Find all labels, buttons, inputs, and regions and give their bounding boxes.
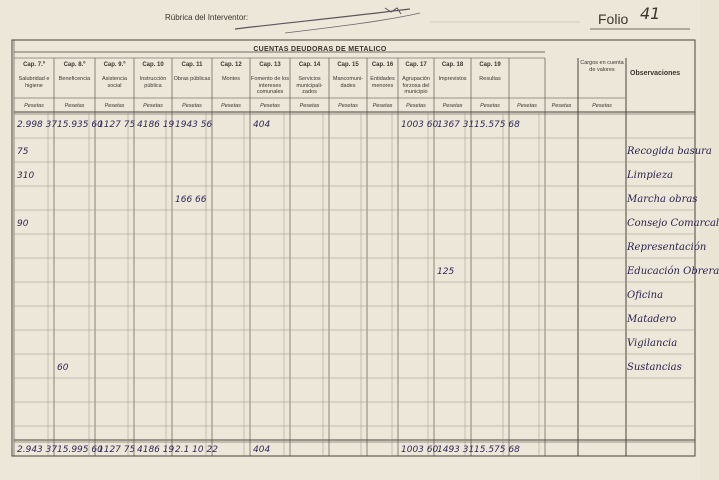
column-subtitle: Asistencia social [101, 76, 128, 89]
first-row-value: 4186 19 [137, 120, 175, 130]
total-value: 4186 19 [137, 445, 175, 455]
column-unit: Pesetas [104, 103, 125, 109]
column-subtitle: Servicios municipali-zados [296, 76, 323, 95]
column-cap-label: Cap. 8.º [63, 62, 86, 68]
first-row-value: 1943 56 [175, 120, 213, 130]
column-cap-label: Cap. 13 [259, 62, 281, 68]
entry-obras-value: 166 66 [175, 195, 207, 205]
section-title: CUENTAS DEUDORAS DE METALICO [253, 46, 387, 53]
total-value: 2.1 10 22 [175, 445, 218, 455]
column-cap-label: Cap. 9.º [103, 62, 126, 68]
total-value: 15.575 68 [474, 445, 520, 455]
column-unit: Pesetas [480, 103, 500, 109]
first-row-value: 1003 60 [401, 120, 439, 130]
total-value: 15.995 60 [57, 445, 103, 455]
total-value: 1127 75 [98, 445, 136, 455]
total-value: 2.943 37 [17, 445, 58, 455]
entry-imprevistos-value: 125 [437, 267, 455, 277]
column-subtitle: Montes [221, 76, 241, 82]
observation-note: Matadero [627, 314, 677, 325]
observaciones-header: Observaciones [630, 70, 681, 77]
column-unit: Pesetas [64, 103, 85, 109]
column-unit: Pesetas [517, 103, 537, 109]
entry-amount: 310 [17, 171, 35, 181]
observation-note: Recogida basura [627, 146, 712, 157]
column-cap-label: Cap. 12 [220, 62, 242, 68]
entry-amount: 75 [17, 147, 29, 157]
column-subtitle: Agrupación forzosa del municipio [402, 76, 430, 95]
column-cap-label: Cap. 14 [298, 62, 321, 68]
observation-note: Oficina [627, 290, 664, 301]
folio-label: Folio [598, 11, 629, 27]
column-subtitle: Obras públicas [173, 76, 211, 82]
column-unit: Pesetas [442, 103, 463, 109]
column-unit: Pesetas [143, 103, 163, 109]
column-subtitle: Imprevistos [438, 76, 467, 82]
observation-note: Vigilancia [627, 338, 678, 349]
observation-note: Marcha obras [627, 194, 698, 205]
column-cap-label: Cap. 16 [371, 62, 394, 68]
cargos-header: Cargos en cuenta de valores [580, 60, 624, 73]
column-cap-label: Cap. 18 [441, 62, 464, 68]
column-cap-label: Cap. 15 [337, 62, 359, 68]
first-row-value: 2.998 37 [17, 120, 58, 130]
column-subtitle: Fomento de los intereses comunales [251, 76, 289, 95]
total-value: 404 [253, 445, 271, 455]
column-cap-label: Cap. 19 [479, 62, 501, 68]
total-value: 1003 60 [401, 445, 439, 455]
observation-note: Representación [627, 242, 707, 253]
column-unit: Pesetas [338, 103, 358, 109]
total-value: 1493 31 [437, 445, 475, 455]
entry-amount: 90 [17, 219, 29, 229]
rubrica-label: Rúbrica del Interventor: [165, 13, 249, 22]
first-row-value: 404 [253, 120, 271, 130]
first-row-value: 15.575 68 [474, 120, 520, 130]
column-unit: Pesetas [372, 103, 393, 109]
column-subtitle: Salubridad e higiene [18, 76, 50, 89]
column-subtitle: Resultas [479, 76, 501, 82]
column-unit: Pesetas [221, 103, 241, 109]
first-row-value: 15.935 60 [57, 120, 103, 130]
column-cap-label: Cap. 10 [142, 62, 164, 68]
column-unit: Pesetas [406, 103, 426, 109]
column-unit: Pesetas [551, 103, 572, 109]
cargos-unit: Pesetas [592, 103, 612, 109]
column-cap-label: Cap. 7.º [23, 62, 45, 68]
column-subtitle: Instrucción pública [139, 76, 167, 89]
column-subtitle: Entidades menores [370, 76, 395, 89]
observation-note: Consejo Comarcal [627, 218, 719, 229]
column-unit: Pesetas [24, 103, 44, 109]
folio-number: 41 [640, 4, 661, 23]
column-cap-label: Cap. 11 [181, 62, 203, 68]
column-unit: Pesetas [299, 103, 320, 109]
first-row-value: 1127 75 [98, 120, 136, 130]
observation-note: Educación Obrera [627, 266, 719, 277]
column-subtitle: Beneficencia [58, 76, 91, 82]
observation-note: Sustancias [627, 362, 682, 373]
column-unit: Pesetas [182, 103, 202, 109]
first-row-value: 1367 31 [437, 120, 475, 130]
column-cap-label: Cap. 17 [405, 62, 427, 68]
column-unit: Pesetas [260, 103, 280, 109]
column-subtitle: Mancomuni-dades [332, 76, 364, 89]
entry-beneficencia-value: 60 [57, 363, 69, 373]
observation-note: Limpieza [627, 170, 674, 181]
